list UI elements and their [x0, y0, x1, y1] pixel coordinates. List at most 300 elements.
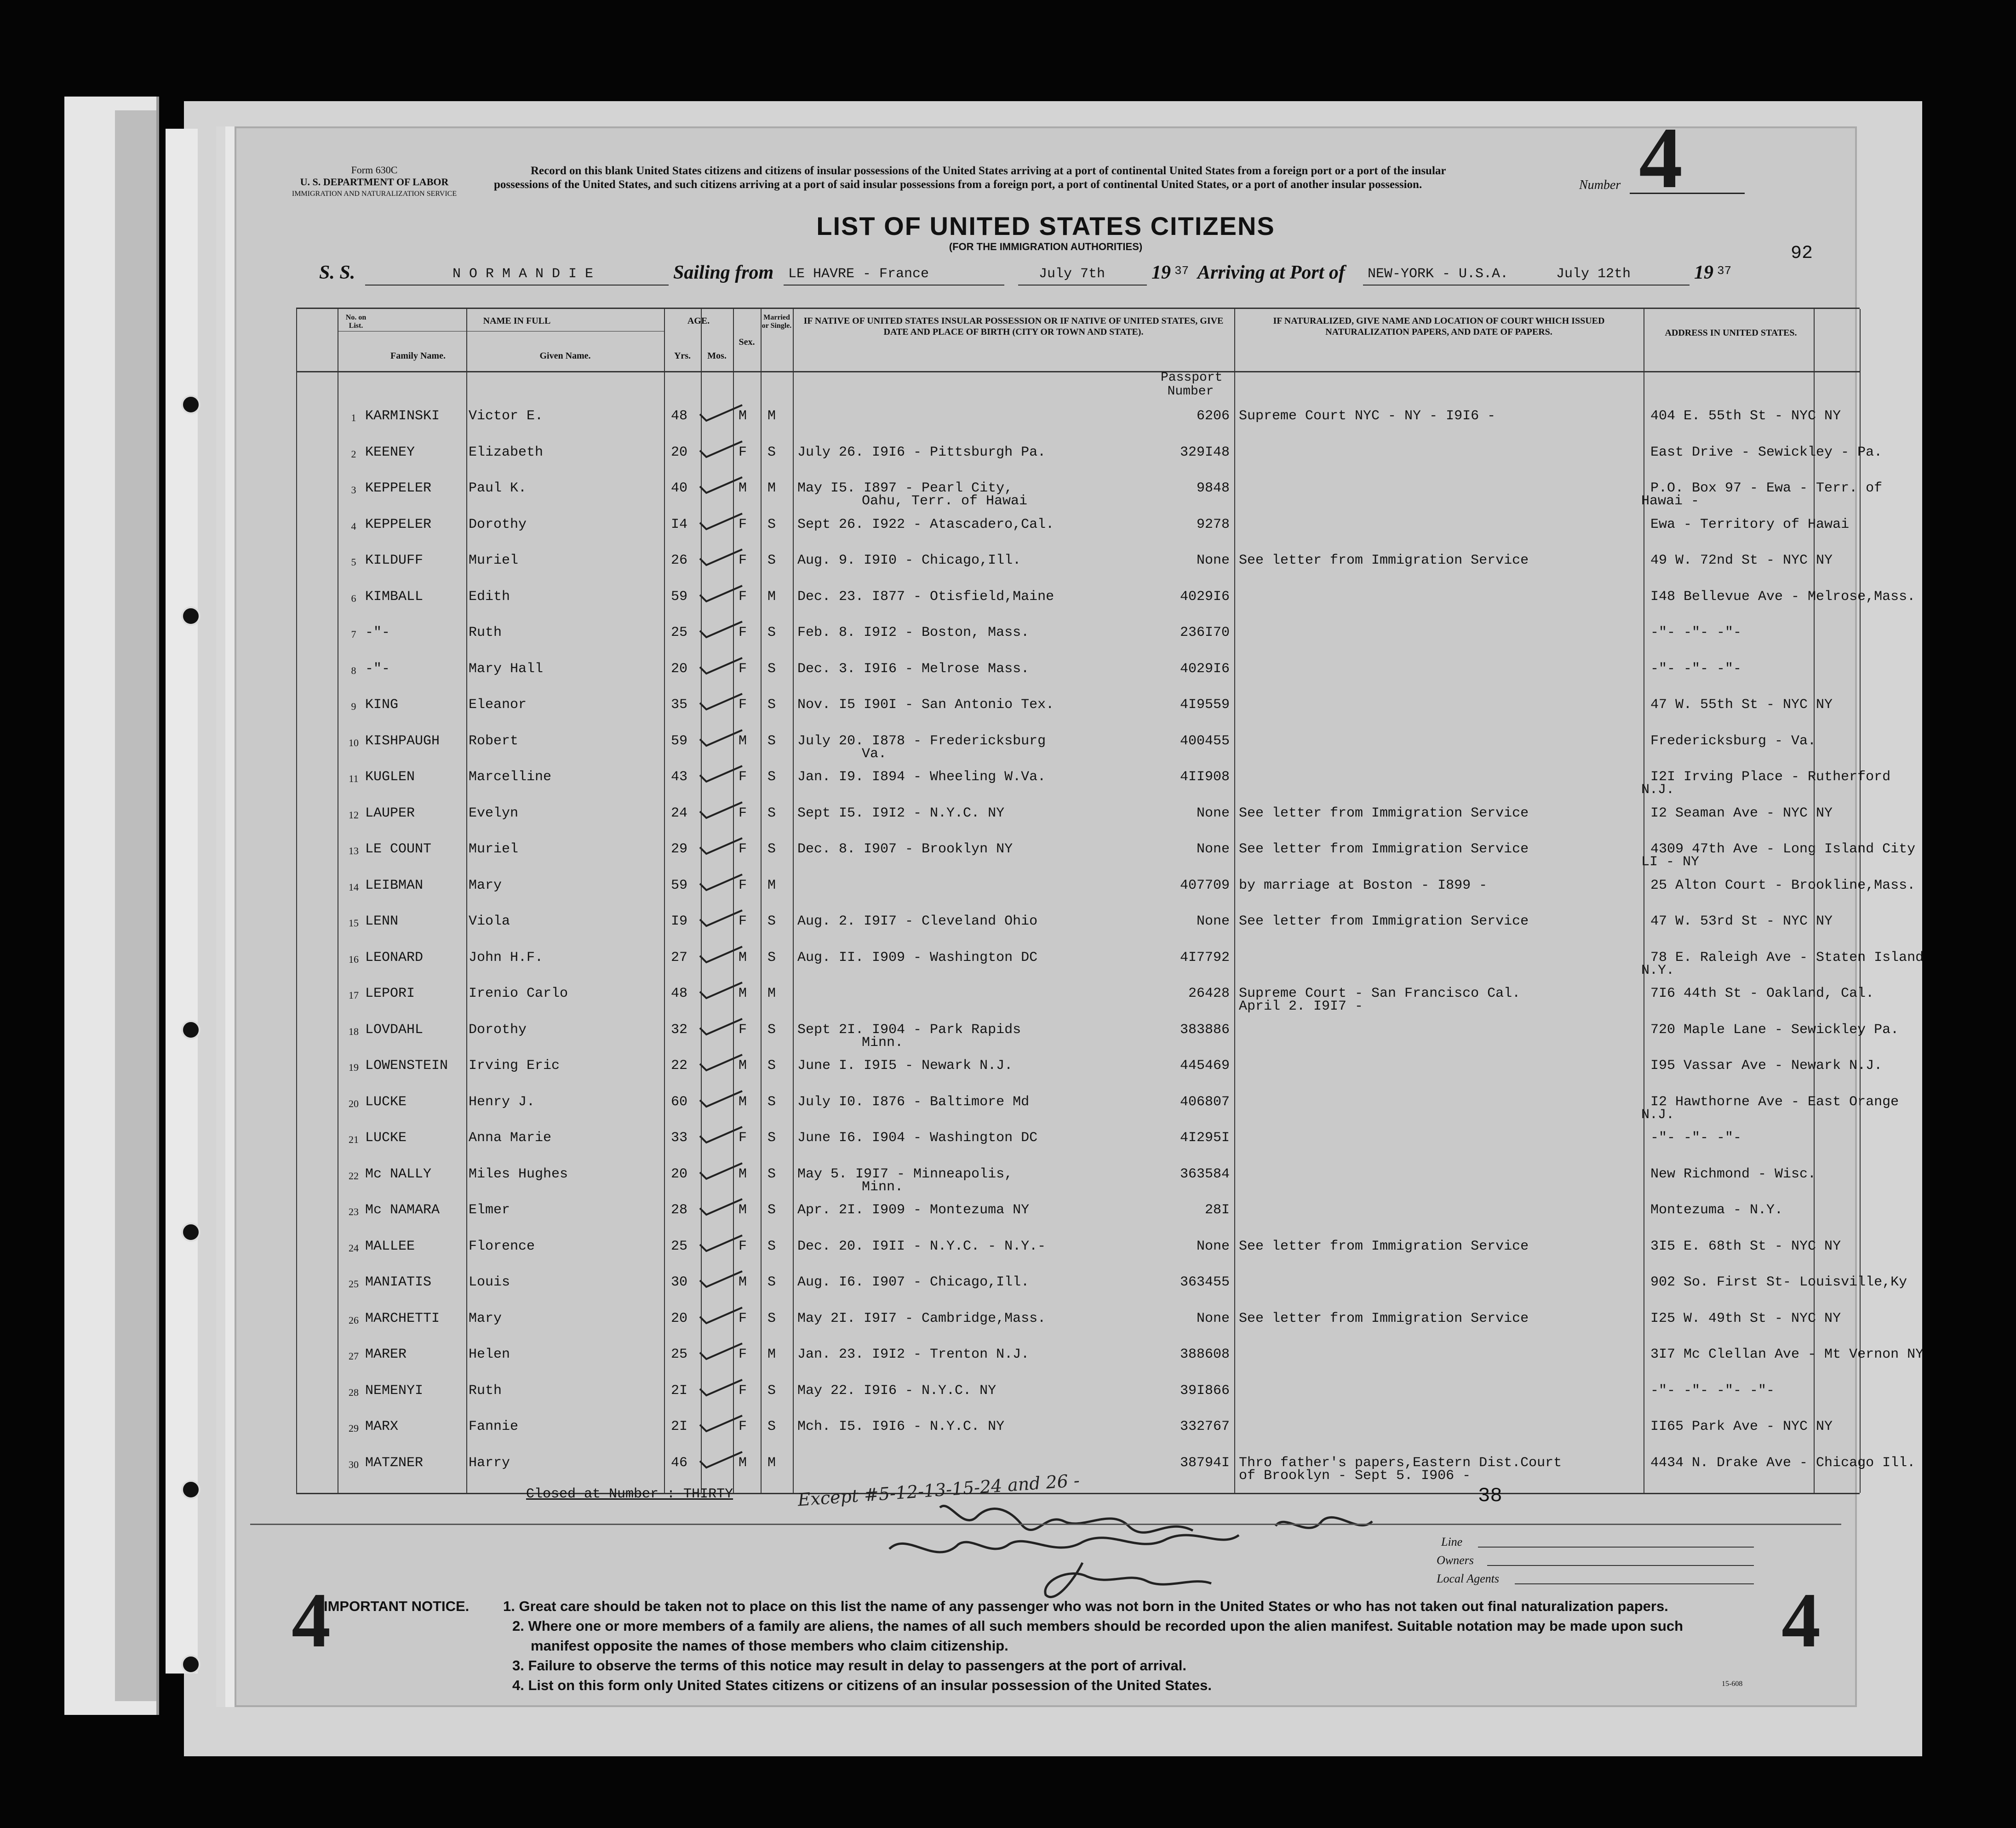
number-value: 4	[1639, 110, 1683, 206]
port-rule	[1363, 285, 1690, 286]
given-name: Muriel	[469, 841, 519, 857]
header-birth: IF NATIVE OF UNITED STATES INSULAR POSSESSION OR IF NATIVE OF UNITED STATES, GIVE DATE AND PLACE OF BIRTH (CITY OR TOWN AND STATE).	[803, 316, 1224, 337]
marital-status: S	[767, 1238, 776, 1254]
arrival-port: NEW-YORK - U.S.A.	[1368, 266, 1509, 282]
department: U. S. DEPARTMENT OF LABOR	[300, 176, 449, 188]
given-name: Irving Eric	[469, 1058, 560, 1074]
family-name: LEPORI	[365, 986, 415, 1001]
us-address: -"- -"- -"-	[1650, 625, 1742, 640]
passport-number: 9278	[1196, 516, 1230, 532]
arriving-label: Arriving at Port of	[1197, 262, 1345, 283]
us-address-cont: N.Y.	[1641, 962, 1675, 978]
given-name: John H.F.	[469, 949, 544, 965]
row-number: 15	[349, 917, 359, 929]
marital-status: S	[767, 625, 776, 640]
important-notice-title: IMPORTANT NOTICE.	[324, 1598, 470, 1614]
row-number: 7	[351, 628, 356, 640]
notice-item-2: 2. Where one or more members of a family are aliens, the names of all such members should be recorded upon the alien manifest. Suitable notation may be made upon such	[512, 1618, 1684, 1634]
form-id-block	[278, 164, 471, 200]
birth-date-place: Apr. 2I. I909 - Montezuma NY	[797, 1202, 1030, 1218]
given-name: Victor E.	[469, 408, 544, 424]
sex: M	[739, 408, 747, 424]
check-mark	[696, 474, 747, 496]
passport-number: 4029I6	[1180, 588, 1230, 605]
given-name: Edith	[469, 588, 510, 605]
sex: F	[739, 697, 747, 713]
marital-status: S	[767, 553, 776, 568]
us-address: 902 So. First St- Louisville,Ky	[1650, 1274, 1907, 1290]
check-mark	[696, 872, 747, 893]
marital-status: M	[767, 986, 776, 1001]
us-address: 4309 47th Ave - Long Island City	[1650, 841, 1916, 857]
family-name: LUCKE	[365, 1094, 407, 1110]
marital-status: S	[767, 769, 776, 785]
family-name: MARER	[365, 1347, 407, 1362]
instruction-text: Record on this blank United States citizens and citizens of insular possessions of the United States arriving at a port of continental United States from a foreign port or a port of the insular possessions of the United States, and such citizens arriving at a port of said insular possessions from a foreign port, a port of continental United States, or a port of another insular possession.	[494, 165, 1446, 191]
check-mark	[696, 800, 747, 821]
check-mark	[696, 727, 747, 748]
family-name: KEENEY	[365, 444, 415, 460]
marital-status: S	[767, 697, 776, 713]
age-years: 25	[671, 1238, 688, 1254]
sex: M	[739, 1166, 747, 1182]
age-years: 60	[671, 1094, 688, 1110]
birth-date-place: July 20. I878 - Fredericksburg	[797, 733, 1046, 749]
row-number: 4	[351, 520, 356, 532]
binding-hole	[181, 1655, 200, 1674]
sex: F	[739, 769, 747, 785]
birth-date-place: Jan. 23. I9I2 - Trenton N.J.	[797, 1347, 1030, 1362]
us-address: 7I6 44th St - Oakland, Cal.	[1650, 986, 1874, 1001]
passport-number: 236I70	[1180, 625, 1230, 640]
marital-status: S	[767, 733, 776, 749]
passport-number: 383886	[1180, 1022, 1230, 1038]
given-name: Elmer	[469, 1202, 510, 1218]
row-number: 16	[349, 953, 359, 965]
sex: M	[739, 1274, 747, 1290]
naturalization-court: See letter from Immigration Service	[1239, 1310, 1529, 1326]
family-name: MALLEE	[365, 1238, 415, 1254]
naturalization-court: by marriage at Boston - I899 -	[1239, 877, 1488, 893]
given-name: Fannie	[469, 1419, 519, 1434]
naturalization-court: See letter from Immigration Service	[1239, 914, 1529, 929]
passport-number: 4II908	[1180, 769, 1230, 785]
row-number: 17	[349, 989, 359, 1001]
sex: M	[739, 949, 747, 965]
check-mark	[696, 908, 747, 929]
birth-date-place: Dec. 8. I907 - Brooklyn NY	[797, 841, 1013, 857]
check-mark	[696, 1196, 747, 1217]
family-name: MATZNER	[365, 1455, 424, 1471]
passport-number: 38794I	[1180, 1455, 1230, 1471]
family-name: LEIBMAN	[365, 877, 424, 893]
family-name: MANIATIS	[365, 1274, 432, 1290]
family-name: KARMINSKI	[365, 408, 440, 424]
age-years: I4	[671, 516, 688, 532]
header-years: Yrs.	[674, 351, 691, 361]
birth-date-place: Sept 26. I922 - Atascadero,Cal.	[797, 516, 1054, 532]
us-address-cont: N.J.	[1641, 1107, 1675, 1123]
sex: F	[739, 914, 747, 929]
birth-date-place: June I. I9I5 - Newark N.J.	[797, 1058, 1013, 1074]
age-years: 24	[671, 805, 688, 821]
us-address: -"- -"- -"- -"-	[1650, 1382, 1775, 1399]
naturalization-court: Supreme Court - San Francisco Cal.	[1239, 986, 1521, 1001]
age-years: 30	[671, 1274, 688, 1290]
row-number: 11	[349, 773, 359, 784]
given-name: Paul K.	[469, 480, 527, 496]
check-mark	[696, 1449, 747, 1470]
sex: F	[739, 1419, 747, 1434]
age-years: 26	[671, 553, 688, 568]
passport-number: 388608	[1180, 1347, 1230, 1362]
given-name: Mary	[469, 877, 502, 893]
given-name: Marcelline	[469, 769, 552, 785]
given-name: Irenio Carlo	[469, 986, 568, 1001]
given-name: Dorothy	[469, 516, 527, 532]
us-address-cont: Hawai -	[1641, 493, 1700, 509]
row-number: 1	[351, 412, 356, 423]
ship-name: NORMANDIE	[452, 266, 602, 282]
binding-hole	[181, 1020, 200, 1040]
manifest-page	[235, 110, 1924, 1707]
naturalization-court-cont: April 2. I9I7 -	[1239, 999, 1363, 1014]
age-years: 22	[671, 1058, 688, 1074]
us-address: Ewa - Territory of Hawai	[1650, 516, 1850, 532]
line-label: Line	[1441, 1535, 1463, 1548]
check-mark	[696, 1413, 747, 1434]
age-years: 27	[671, 949, 688, 965]
row-number: 5	[351, 556, 356, 568]
sailing-from: LE HAVRE - France	[788, 266, 929, 282]
check-mark	[696, 980, 747, 1001]
marital-status: M	[767, 408, 776, 424]
header-passport-number: Passport Number	[1161, 371, 1223, 399]
row-number: 24	[349, 1242, 359, 1254]
number-label: Number	[1579, 178, 1621, 192]
marital-status: S	[767, 1094, 776, 1110]
marital-status: S	[767, 841, 776, 857]
local-agents-label: Local Agents	[1437, 1572, 1500, 1585]
manifest-rows	[296, 308, 1924, 1491]
passport-number: 4029I6	[1180, 661, 1230, 677]
family-name: MARX	[365, 1419, 399, 1434]
check-mark	[696, 1016, 747, 1037]
family-name: LOWENSTEIN	[365, 1058, 448, 1074]
sailing-label: Sailing from	[673, 262, 774, 283]
us-address: 404 E. 55th St - NYC NY	[1650, 408, 1841, 424]
row-number: 27	[349, 1350, 359, 1362]
sex: F	[739, 553, 747, 568]
marital-status: S	[767, 1022, 776, 1038]
us-address: New Richmond - Wisc.	[1650, 1166, 1816, 1182]
naturalization-court: See letter from Immigration Service	[1239, 553, 1529, 568]
given-name: Eleanor	[469, 697, 527, 713]
age-years: 2I	[671, 1382, 688, 1399]
age-years: 25	[671, 1347, 688, 1362]
passport-number: None	[1196, 1238, 1230, 1254]
row-number: 8	[351, 664, 356, 676]
sex: F	[739, 1347, 747, 1362]
marital-status: M	[767, 1347, 776, 1362]
header-no: No. on List.	[345, 314, 367, 330]
sex: F	[739, 1382, 747, 1399]
age-years: 28	[671, 1202, 688, 1218]
family-name: -"-	[365, 661, 390, 677]
passport-number: 9848	[1196, 480, 1230, 496]
us-address: Fredericksburg - Va.	[1650, 733, 1816, 749]
us-address: 3I5 E. 68th St - NYC NY	[1650, 1238, 1841, 1254]
birth-date-place: Dec. 3. I9I6 - Melrose Mass.	[797, 661, 1030, 677]
given-name: Elizabeth	[469, 444, 544, 460]
given-name: Harry	[469, 1455, 510, 1471]
owners-label: Owners	[1437, 1554, 1474, 1567]
naturalization-court: Thro father's papers,Eastern Dist.Court	[1239, 1455, 1562, 1471]
birth-place-cont: Minn.	[862, 1034, 904, 1051]
check-mark	[696, 1377, 747, 1398]
family-name: LE COUNT	[365, 841, 432, 857]
from-rule	[784, 285, 1004, 286]
age-years: 20	[671, 1166, 688, 1182]
marital-status: S	[767, 949, 776, 965]
birth-date-place: Dec. 23. I877 - Otisfield,Maine	[797, 588, 1054, 605]
closing-line: Closed at Number : THIRTY	[526, 1486, 733, 1502]
ship-rule	[365, 285, 669, 286]
row-number: 20	[349, 1097, 359, 1109]
check-mark	[696, 1124, 747, 1145]
sex: F	[739, 841, 747, 857]
marital-status: S	[767, 1130, 776, 1146]
given-name: Mary Hall	[469, 661, 544, 677]
us-address: -"- -"- -"-	[1650, 1130, 1742, 1146]
sex: M	[739, 1202, 747, 1218]
passport-number: 406807	[1180, 1094, 1230, 1110]
arrival-date: July 12th	[1556, 266, 1631, 282]
given-name: Miles Hughes	[469, 1166, 568, 1182]
us-address: East Drive - Sewickley - Pa.	[1650, 444, 1883, 460]
check-mark	[696, 655, 747, 676]
family-name: NEMENYI	[365, 1382, 424, 1399]
sex: F	[739, 625, 747, 640]
form-number: Form 630C	[351, 164, 398, 176]
sex: F	[739, 877, 747, 893]
row-number: 21	[349, 1134, 359, 1145]
marital-status: M	[767, 588, 776, 605]
age-years: 20	[671, 661, 688, 677]
family-name: LENN	[365, 914, 399, 929]
birth-date-place: May 22. I9I6 - N.Y.C. NY	[797, 1382, 997, 1399]
naturalization-court: See letter from Immigration Service	[1239, 841, 1529, 857]
passport-number: 26428	[1188, 986, 1230, 1001]
given-name: Anna Marie	[469, 1130, 552, 1146]
given-name: Viola	[469, 914, 510, 929]
print-code: 15-608	[1722, 1680, 1743, 1688]
family-name: MARCHETTI	[365, 1310, 440, 1326]
given-name: Dorothy	[469, 1022, 527, 1038]
passport-number: 445469	[1180, 1058, 1230, 1074]
check-mark	[696, 1088, 747, 1109]
given-name: Ruth	[469, 625, 502, 640]
us-address: 25 Alton Court - Brookline,Mass.	[1650, 877, 1916, 893]
birth-date-place: Feb. 8. I9I2 - Boston, Mass.	[797, 625, 1030, 640]
notice-item-4: 4. List on this form only United States citizens or citizens of an insular possession of the United States.	[512, 1677, 1212, 1693]
family-name: KIMBALL	[365, 588, 424, 605]
family-name: KING	[365, 697, 399, 713]
birth-date-place: Aug. 9. I9I0 - Chicago,Ill.	[797, 553, 1021, 568]
header-married: Married or Single.	[762, 314, 792, 330]
family-name: KISHPAUGH	[365, 733, 440, 749]
given-name: Evelyn	[469, 805, 519, 821]
marital-status: S	[767, 1058, 776, 1074]
check-mark	[696, 1233, 747, 1254]
family-name: Mc NALLY	[365, 1166, 432, 1182]
owners-rule	[1487, 1565, 1754, 1566]
age-years: 29	[671, 841, 688, 857]
us-address-cont: LI - NY	[1641, 854, 1700, 870]
us-address: I2 Hawthorne Ave - East Orange	[1650, 1094, 1899, 1110]
birth-date-place: May 5. I9I7 - Minneapolis,	[797, 1166, 1013, 1182]
binder-strip-inner	[115, 110, 156, 1701]
birth-date-place: Aug. 2. I9I7 - Cleveland Ohio	[797, 914, 1038, 929]
family-name: KILDUFF	[365, 553, 424, 568]
given-name: Henry J.	[469, 1094, 535, 1110]
marital-status: S	[767, 1382, 776, 1399]
naturalization-court: Supreme Court NYC - NY - I9I6 -	[1239, 408, 1496, 424]
row-number: 23	[349, 1206, 359, 1217]
check-mark	[696, 402, 747, 423]
header-age: AGE.	[687, 316, 710, 326]
marital-status: S	[767, 1310, 776, 1326]
birth-place-cont: Oahu, Terr. of Hawai	[862, 493, 1028, 509]
header-name-in-full: NAME IN FULL	[483, 316, 551, 326]
birth-date-place: Jan. I9. I894 - Wheeling W.Va.	[797, 769, 1046, 785]
check-mark	[696, 763, 747, 784]
binding-hole	[181, 606, 200, 626]
marital-status: S	[767, 1274, 776, 1290]
family-name: LEONARD	[365, 949, 424, 965]
check-mark	[696, 1052, 747, 1073]
birth-date-place: May 2I. I9I7 - Cambridge,Mass.	[797, 1310, 1046, 1326]
family-name: KEPPELER	[365, 480, 432, 496]
ss-label: S. S.	[319, 262, 355, 283]
age-years: 59	[671, 733, 688, 749]
notice-item-3: 3. Failure to observe the terms of this notice may result in delay to passengers at the port of arrival.	[512, 1657, 1187, 1674]
check-mark	[696, 691, 747, 712]
age-years: 43	[671, 769, 688, 785]
us-address: 47 W. 53rd St - NYC NY	[1650, 914, 1833, 929]
sailing-year: 37	[1174, 264, 1189, 278]
passport-number: None	[1196, 914, 1230, 929]
row-number: 30	[349, 1458, 359, 1470]
page-subtitle: (FOR THE IMMIGRATION AUTHORITIES)	[949, 241, 1143, 252]
us-address: Montezuma - N.Y.	[1650, 1202, 1783, 1218]
us-address: I2I Irving Place - Rutherford	[1650, 769, 1891, 785]
passport-number: 6206	[1196, 408, 1230, 424]
passport-number: None	[1196, 553, 1230, 568]
header-months: Mos.	[707, 351, 727, 361]
sex: F	[739, 1238, 747, 1254]
passport-number: 39I866	[1180, 1382, 1230, 1399]
birth-date-place: Aug. I6. I907 - Chicago,Ill.	[797, 1274, 1030, 1290]
marital-status: S	[767, 914, 776, 929]
us-address: P.O. Box 97 - Ewa - Terr. of	[1650, 480, 1883, 496]
row-number: 10	[349, 737, 359, 748]
arrival-year: 37	[1717, 264, 1732, 278]
header-address: ADDRESS IN UNITED STATES.	[1665, 328, 1797, 338]
check-mark	[696, 547, 747, 568]
marital-status: S	[767, 1419, 776, 1434]
sailing-date: July 7th	[1039, 266, 1105, 282]
birth-date-place: Sept 2I. I904 - Park Rapids	[797, 1022, 1021, 1038]
row-number: 3	[351, 484, 356, 496]
passport-number: 4I7792	[1180, 949, 1230, 965]
passport-number: 363584	[1180, 1166, 1230, 1182]
header-given-name: Given Name.	[539, 351, 591, 361]
family-name: KEPPELER	[365, 516, 432, 532]
sex: M	[739, 1094, 747, 1110]
birth-date-place: July I0. I876 - Baltimore Md	[797, 1094, 1030, 1110]
sex: F	[739, 1022, 747, 1038]
handwritten-signature	[871, 1489, 1515, 1611]
family-name: -"-	[365, 625, 390, 640]
check-mark	[696, 439, 747, 460]
marital-status: M	[767, 480, 776, 496]
us-address: 78 E. Raleigh Ave - Staten Island	[1650, 949, 1924, 965]
age-years: 25	[671, 625, 688, 640]
marital-status: S	[767, 444, 776, 460]
age-years: 59	[671, 877, 688, 893]
line-rule	[1478, 1547, 1754, 1548]
family-name: LAUPER	[365, 805, 415, 821]
check-mark	[696, 511, 747, 532]
handwritten-count: 38	[1478, 1485, 1502, 1508]
given-name: Ruth	[469, 1382, 502, 1399]
us-address: I48 Bellevue Ave - Melrose,Mass.	[1650, 588, 1916, 605]
check-mark	[696, 1305, 747, 1326]
passport-number: None	[1196, 1310, 1230, 1326]
marital-status: S	[767, 1202, 776, 1218]
birth-date-place: July 26. I9I6 - Pittsburgh Pa.	[797, 444, 1046, 460]
age-years: 32	[671, 1022, 688, 1038]
passport-number: 329I48	[1180, 444, 1230, 460]
date-rule	[1018, 285, 1147, 286]
us-address: II65 Park Ave - NYC NY	[1650, 1419, 1833, 1434]
sex: F	[739, 1310, 747, 1326]
us-address: 3I7 Mc Clellan Ave - Mt Vernon NY	[1650, 1347, 1924, 1362]
row-number: 6	[351, 592, 356, 604]
sex: F	[739, 444, 747, 460]
us-address: I2 Seaman Ave - NYC NY	[1650, 805, 1833, 821]
marital-status: S	[767, 516, 776, 532]
marital-status: S	[767, 1166, 776, 1182]
passport-number: 332767	[1180, 1419, 1230, 1434]
passport-number: 4I9559	[1180, 697, 1230, 713]
age-years: 46	[671, 1455, 688, 1471]
age-years: 48	[671, 408, 688, 424]
sex: M	[739, 1455, 747, 1471]
birth-date-place: Dec. 20. I9II - N.Y.C. - N.Y.-	[797, 1238, 1046, 1254]
handwritten-exception-note: Except #5-12-13-15-24 and 26 -	[797, 1470, 1081, 1510]
given-name: Muriel	[469, 553, 519, 568]
marital-status: S	[767, 661, 776, 677]
birth-place-cont: Va.	[862, 746, 887, 762]
passport-number: None	[1196, 841, 1230, 857]
number-mark-left: 4	[292, 1577, 331, 1663]
birth-date-place: Mch. I5. I9I6 - N.Y.C. NY	[797, 1419, 1005, 1434]
birth-date-place: Sept I5. I9I2 - N.Y.C. NY	[797, 805, 1005, 821]
notice-item-2-cont: manifest opposite the names of those members who claim citizenship.	[531, 1638, 1008, 1654]
sex: F	[739, 661, 747, 677]
